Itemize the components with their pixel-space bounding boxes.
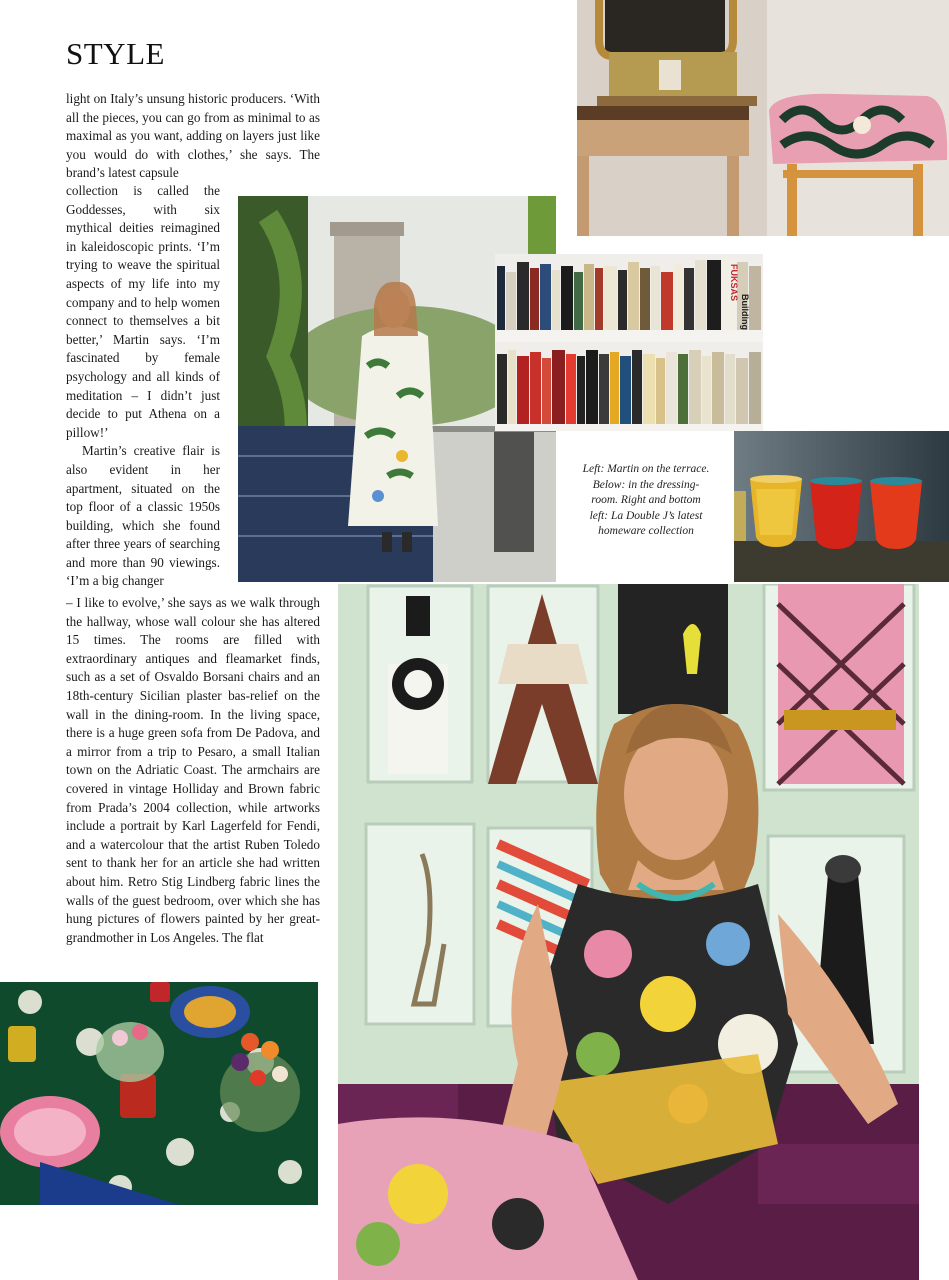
bookshelf-photo bbox=[495, 254, 763, 431]
book-spine-fuksas: FUKSAS bbox=[729, 264, 739, 302]
table-setting-icon bbox=[0, 982, 318, 1205]
article-body-narrow bbox=[66, 182, 220, 591]
article-paragraph: Martin’s creative flair is also evident in her apartment, situated on the top floor of a classic 1950s building, which she found after three years of searching and more than 90 viewings. ‘I’m a big changer bbox=[66, 443, 220, 589]
article-paragraph: – I like to evolve,’ she says as we walk through the hallway, whose wall colour she has altered 15 times. The rooms are filled with extraordinary antiques and fleamarket finds, such as a set of Osvaldo Borsani chairs and an 18th-century Sicilian plaster bas-relief on the wall in the dining-room. In the living space, there is a huge green sofa from De Padova, and a mirror from a trip to Pesaro, a small Italian town on the Adriatic Coast. The armchairs are covered in vintage Holliday and Brown fabric from Prada’s 2004 collection, while artworks include a portrait by Karl Lagerfeld for Fendi, and a watercolour that the artist Ruben Toledo sent to thank her for an article she had written about him. Retro Stig Lindberg fabric lines the walls of the guest bedroom, over which she has hung pictures of flowers painted by her great-grandmother in Los Angeles. The flat bbox=[66, 595, 320, 945]
section-title: STYLE bbox=[66, 36, 165, 71]
photo-caption: Left: Martin on the terrace. Below: in the dressing-room. Right and bottom left: La Double J’s latest homeware collection bbox=[582, 463, 710, 537]
console-table-photo bbox=[577, 0, 949, 236]
article-body-bottom bbox=[66, 594, 320, 947]
book-spine-building: Building bbox=[740, 294, 750, 330]
glassware-photo bbox=[734, 431, 949, 582]
dressing-room-portrait-icon bbox=[338, 584, 919, 1280]
article-paragraph: light on Italy’s unsung historic producers. ‘With all the pieces, you can go from as minimal to as maximal as you want, adding on layers just like you would do with clothes,’ she says. The brand’s latest capsule bbox=[66, 91, 320, 181]
bookshelf-icon bbox=[495, 254, 763, 431]
dressing-room-photo bbox=[338, 584, 919, 1280]
table-setting-photo bbox=[0, 982, 318, 1205]
console-table-icon bbox=[577, 0, 949, 236]
glassware-icon bbox=[734, 431, 949, 582]
article-paragraph: collection is called the Goddesses, with six mythical deities reimagined in kaleidoscopic prints. ‘I’m trying to weave the spiritual aspects of my life into my company and to help women connect to themselves a bit better,’ Martin says. ‘I’m fascinated by female psychology and all kinds of meditation – I didn’t just decide to put Athena on a pillow!’ bbox=[66, 183, 220, 440]
article-body-top bbox=[66, 90, 320, 183]
